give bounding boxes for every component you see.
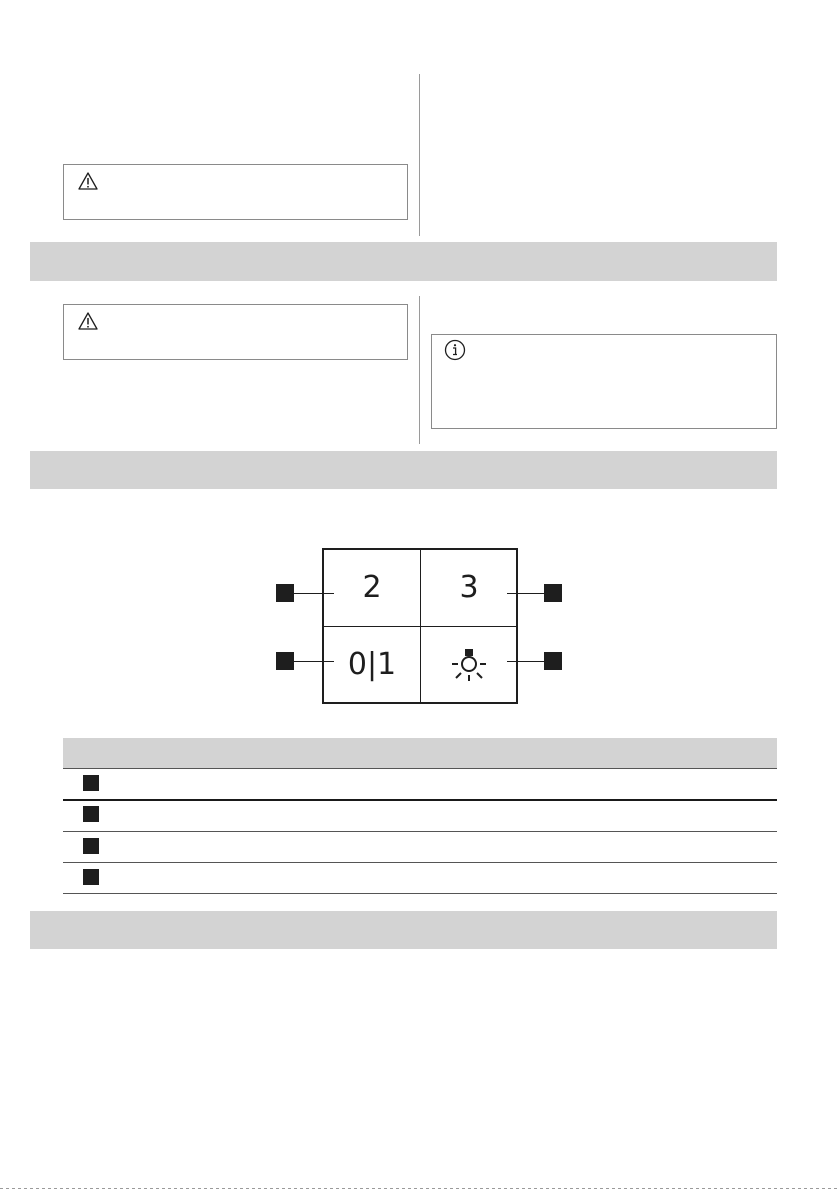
key-speed-2-label: 2 bbox=[362, 570, 382, 605]
key-on-off-label: 0|1 bbox=[347, 647, 397, 682]
info-circle-icon bbox=[444, 339, 466, 361]
footer-dashed-rule bbox=[0, 1188, 840, 1189]
key-speed-3-label: 3 bbox=[459, 570, 479, 605]
table-row-marker bbox=[83, 775, 99, 791]
table-row-marker bbox=[83, 869, 99, 885]
key-light[interactable] bbox=[421, 627, 517, 703]
key-speed-3[interactable] bbox=[421, 550, 517, 626]
callout-marker bbox=[544, 652, 562, 670]
warning-box-middle bbox=[63, 304, 408, 360]
table-row-marker bbox=[83, 838, 99, 854]
callout-leader bbox=[294, 661, 334, 662]
light-bulb-icon bbox=[449, 647, 489, 683]
info-box bbox=[431, 334, 777, 429]
table-rule bbox=[63, 831, 777, 832]
column-divider-middle bbox=[419, 296, 420, 444]
legend-table-header bbox=[63, 738, 777, 768]
warning-triangle-icon bbox=[78, 172, 98, 190]
callout-leader bbox=[507, 593, 544, 594]
legend-table bbox=[63, 738, 777, 894]
callout-marker bbox=[276, 584, 294, 602]
callout-marker bbox=[544, 584, 562, 602]
table-rule bbox=[63, 893, 777, 894]
key-speed-2[interactable] bbox=[324, 550, 420, 626]
callout-marker bbox=[276, 652, 294, 670]
section-header-bar-2 bbox=[30, 451, 777, 489]
section-header-bar-3 bbox=[30, 911, 777, 949]
table-row-marker bbox=[83, 806, 99, 822]
table-rule bbox=[63, 862, 777, 863]
control-panel-diagram bbox=[322, 548, 518, 704]
warning-triangle-icon bbox=[78, 312, 98, 330]
callout-leader bbox=[507, 661, 544, 662]
table-rule bbox=[63, 799, 777, 801]
table-rule bbox=[63, 768, 777, 769]
column-divider-top bbox=[419, 74, 420, 236]
key-on-off[interactable] bbox=[324, 627, 420, 703]
callout-leader bbox=[294, 593, 334, 594]
section-header-bar-1 bbox=[30, 242, 777, 281]
warning-box-top bbox=[63, 164, 408, 220]
